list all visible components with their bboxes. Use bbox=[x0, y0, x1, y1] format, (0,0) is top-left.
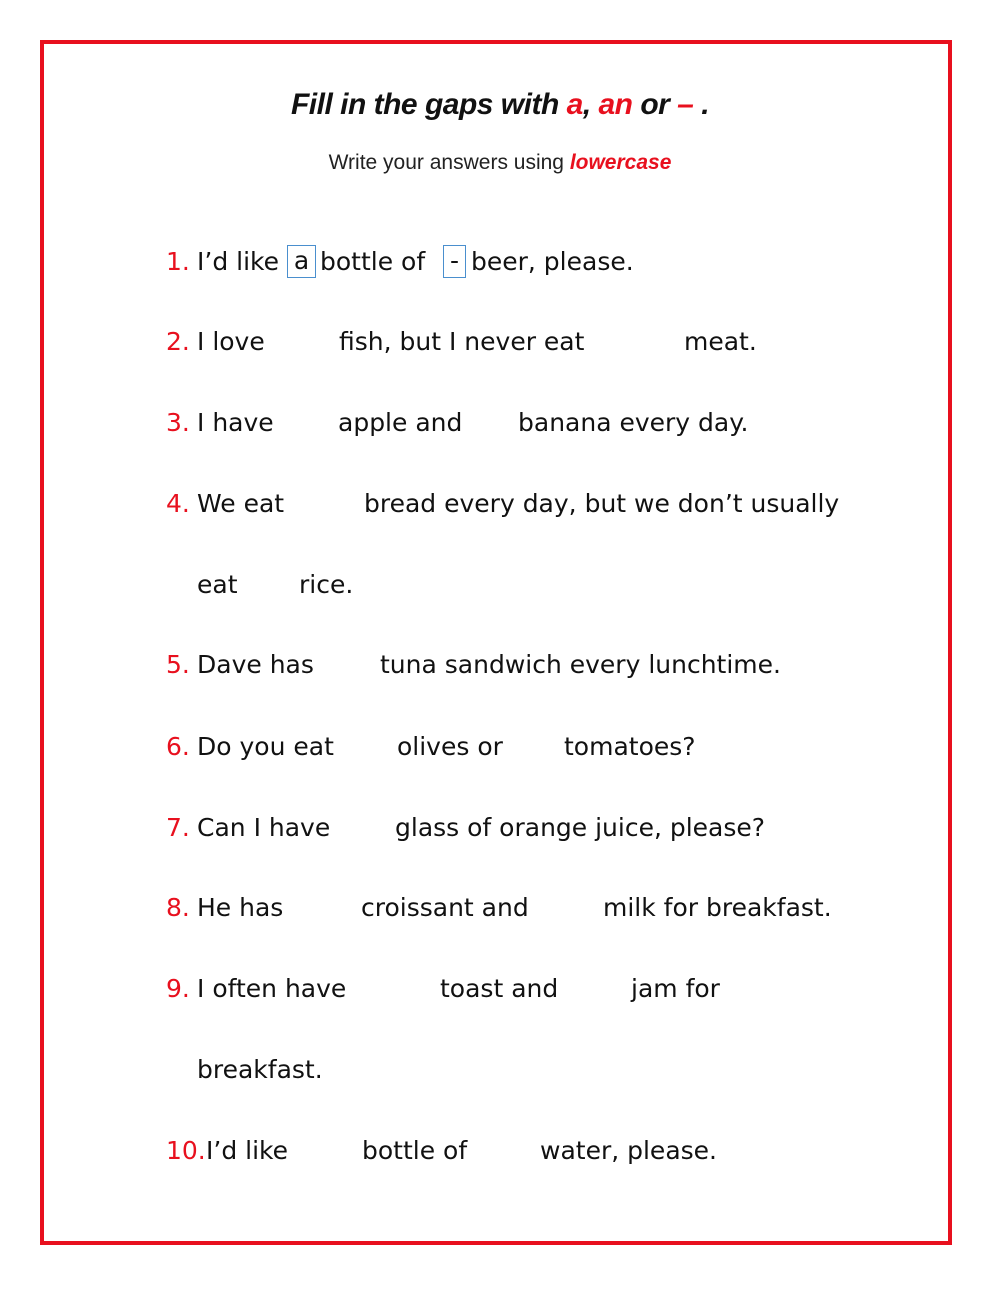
sentence-part: glass of orange juice, please? bbox=[395, 813, 766, 842]
sentence-part: breakfast. bbox=[197, 1055, 323, 1084]
item-number: 2. bbox=[166, 327, 190, 356]
sentence-part: I’d like bbox=[197, 247, 279, 276]
item-number: 6. bbox=[166, 732, 190, 761]
item-number: 8. bbox=[166, 893, 190, 922]
sentence-part: rice. bbox=[299, 570, 354, 599]
answer-gap[interactable] bbox=[344, 730, 394, 763]
answer-gap[interactable] bbox=[290, 891, 358, 924]
answer-gap[interactable] bbox=[246, 568, 296, 601]
worksheet-instructions bbox=[0, 151, 1000, 175]
worksheet-border bbox=[40, 40, 952, 1245]
worksheet-title bbox=[0, 88, 1000, 122]
title-option-dash: – bbox=[677, 88, 694, 121]
sentence-part: beer, please. bbox=[471, 247, 634, 276]
answer-gap[interactable] bbox=[540, 891, 598, 924]
sentence-part: croissant and bbox=[361, 893, 529, 922]
title-option-a: a bbox=[566, 88, 583, 121]
sentence-part: milk for breakfast. bbox=[603, 893, 832, 922]
answer-gap[interactable] bbox=[280, 325, 336, 358]
sentence-part: Can I have bbox=[197, 813, 331, 842]
sentence-part: fish, but I never eat bbox=[339, 327, 585, 356]
sentence-part: tuna sandwich every lunchtime. bbox=[380, 650, 781, 679]
answer-gap[interactable] bbox=[368, 972, 436, 1005]
sentence-part: We eat bbox=[197, 489, 285, 518]
sentence-part: water, please. bbox=[540, 1136, 717, 1165]
sentence-part: bottle of bbox=[320, 247, 426, 276]
item-number: 9. bbox=[166, 974, 190, 1003]
sentence-part: bread every day, but we don’t usually bbox=[364, 489, 840, 518]
answer-gap[interactable]: a bbox=[287, 245, 316, 278]
sentence-part: eat bbox=[197, 570, 238, 599]
sentence-part: meat. bbox=[684, 327, 757, 356]
title-option-an: an bbox=[598, 88, 633, 121]
title-period: . bbox=[693, 88, 710, 121]
sentence-part: Do you eat bbox=[197, 732, 334, 761]
sentence-part: I have bbox=[197, 408, 274, 437]
answer-gap[interactable] bbox=[342, 811, 392, 844]
item-number: 5. bbox=[166, 650, 190, 679]
answer-gap[interactable] bbox=[300, 1134, 360, 1167]
sentence-part: toast and bbox=[440, 974, 559, 1003]
sentence-part: Dave has bbox=[197, 650, 314, 679]
title-separator: , bbox=[582, 88, 599, 121]
sentence-part: I love bbox=[197, 327, 265, 356]
sentence-part: tomatoes? bbox=[564, 732, 696, 761]
sentence-part: I often have bbox=[197, 974, 347, 1003]
sentence-part: apple and bbox=[338, 408, 463, 437]
instructions-text: Write your answers using bbox=[328, 151, 570, 174]
answer-gap[interactable]: - bbox=[443, 245, 466, 278]
item-number: 3. bbox=[166, 408, 190, 437]
title-separator: or bbox=[632, 88, 678, 121]
answer-gap[interactable] bbox=[511, 730, 561, 763]
answer-gap[interactable] bbox=[300, 487, 362, 520]
answer-gap[interactable] bbox=[571, 972, 627, 1005]
answer-gap[interactable] bbox=[464, 406, 516, 439]
sentence-part: jam for bbox=[631, 974, 720, 1003]
sentence-part: banana every day. bbox=[518, 408, 749, 437]
instructions-emphasis: lowercase bbox=[569, 151, 672, 174]
item-number: 4. bbox=[166, 489, 190, 518]
answer-gap[interactable] bbox=[284, 406, 336, 439]
answer-gap[interactable] bbox=[614, 325, 680, 358]
item-number: 7. bbox=[166, 813, 190, 842]
sentence-part: He has bbox=[197, 893, 284, 922]
title-text: Fill in the gaps with bbox=[290, 88, 567, 121]
item-number: 1. bbox=[166, 247, 190, 276]
sentence-part: bottle of bbox=[362, 1136, 468, 1165]
item-number: 10. bbox=[166, 1136, 206, 1165]
sentence-part: I’d like bbox=[206, 1136, 288, 1165]
answer-gap[interactable] bbox=[481, 1134, 537, 1167]
sentence-part: olives or bbox=[397, 732, 503, 761]
answer-gap[interactable] bbox=[318, 648, 378, 681]
